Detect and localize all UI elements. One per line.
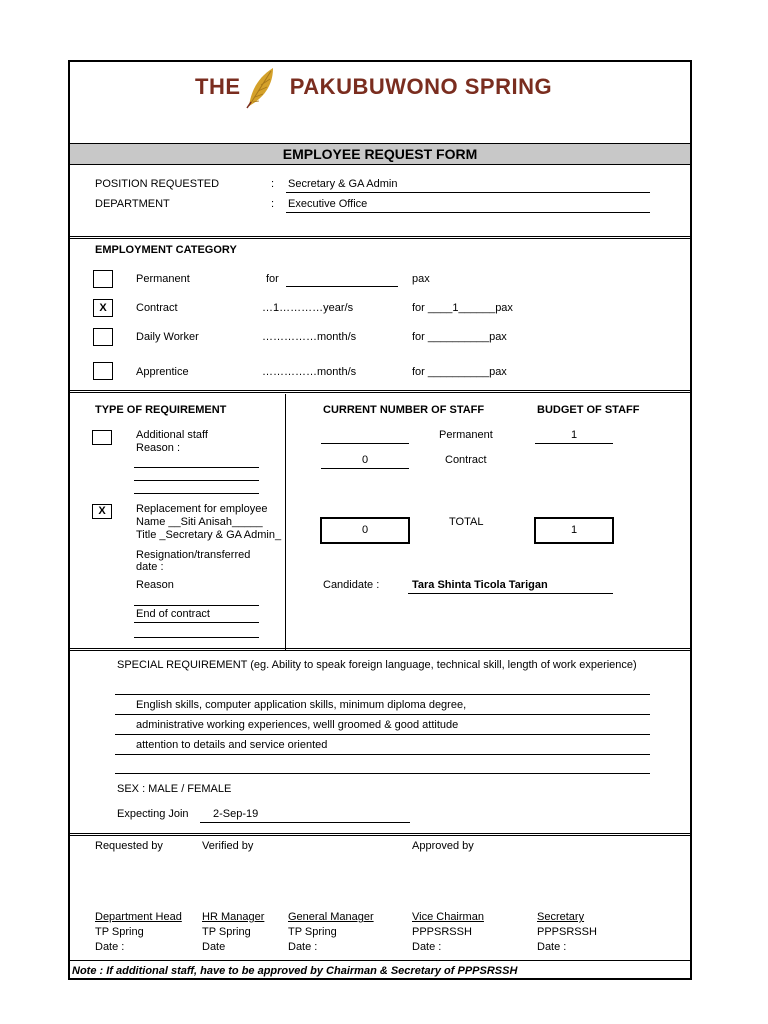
logo-left-text: THE (195, 74, 241, 99)
gold-leaf-icon (243, 64, 279, 110)
daily-worker-label: Daily Worker (136, 331, 199, 343)
title-divider (70, 164, 690, 165)
department-colon: : (271, 198, 275, 210)
apprentice-label: Apprentice (136, 366, 189, 378)
contract-current-value: 0 (361, 454, 369, 466)
expecting-join-label: Expecting Join (117, 808, 189, 820)
permanent-for: for (266, 273, 279, 285)
reason-value-line-3 (134, 637, 259, 638)
signature-title: Department Head (95, 911, 182, 923)
signature-org: PPPSRSSH (412, 926, 472, 938)
staff-permanent-label: Permanent (439, 429, 493, 441)
total-budget-box: 1 (534, 517, 614, 544)
resignation-label-1: Resignation/transferred (136, 549, 251, 561)
reason-value-line-2 (134, 622, 259, 623)
contract-checkbox[interactable]: X (93, 299, 113, 317)
replacement-name: Name __Siti Anisah_____ (136, 516, 263, 528)
total-current-box: 0 (320, 517, 410, 544)
signature-org: TP Spring (95, 926, 144, 938)
permanent-checkbox[interactable] (93, 270, 113, 288)
signature-date: Date : (288, 941, 318, 953)
budget-staff-heading: BUDGET OF STAFF (537, 404, 640, 416)
permanent-pax: pax (412, 273, 430, 285)
permanent-budget-value: 1 (570, 429, 578, 441)
column-divider (285, 394, 286, 650)
signature-date: Date : (95, 941, 125, 953)
total-label: TOTAL (449, 516, 484, 528)
daily-worker-pax: for __________pax (412, 331, 507, 343)
contract-current-underline (321, 468, 409, 469)
signature-org: PPPSRSSH (537, 926, 597, 938)
signature-org: TP Spring (202, 926, 251, 938)
position-label: POSITION REQUESTED (95, 178, 220, 190)
section-divider-4 (70, 833, 690, 836)
replacement-reason-value: End of contract (136, 608, 210, 620)
employment-heading: EMPLOYMENT CATEGORY (95, 244, 237, 256)
department-label: DEPARTMENT (95, 198, 170, 210)
position-underline (286, 192, 650, 193)
requirement-heading: TYPE OF REQUIREMENT (95, 404, 227, 416)
candidate-value: Tara Shinta Ticola Tarigan (412, 579, 548, 591)
note-divider (70, 960, 690, 961)
expecting-join-underline (200, 822, 410, 823)
staff-contract-label: Contract (445, 454, 487, 466)
special-underline-4 (115, 773, 650, 774)
signature-date: Date : (537, 941, 567, 953)
reason-value-topline (134, 605, 259, 606)
requested-by-label: Requested by (95, 840, 163, 852)
reason-line-3 (134, 493, 259, 494)
expecting-join-value: 2-Sep-19 (213, 808, 259, 820)
section-divider-2 (70, 390, 690, 393)
additional-staff-checkbox[interactable] (92, 430, 112, 445)
contract-duration: …1…………year/s (262, 302, 354, 314)
department-value: Executive Office (288, 198, 368, 210)
logo-right-text: PAKUBUWONO SPRING (289, 74, 553, 99)
signature-date: Date (202, 941, 226, 953)
replacement-checkbox[interactable]: X (92, 504, 112, 519)
special-underline-2 (115, 734, 650, 735)
section-divider-1 (70, 236, 690, 239)
additional-reason-label: Reason : (136, 442, 181, 454)
approved-by-label: Approved by (412, 840, 474, 852)
contract-pax: for ____1______pax (412, 302, 513, 314)
apprentice-pax: for __________pax (412, 366, 507, 378)
special-heading: SPECIAL REQUIREMENT (eg. Ability to speak foreign language, technical skill, length of work experience) (117, 659, 637, 671)
resignation-label-2: date : (136, 561, 164, 573)
special-line-0 (115, 694, 650, 695)
signature-title: HR Manager (202, 911, 265, 923)
special-underline-3 (115, 754, 650, 755)
position-colon: : (271, 178, 275, 190)
form-title: EMPLOYEE REQUEST FORM (282, 146, 478, 162)
permanent-current-underline (321, 443, 409, 444)
section-divider-3 (70, 648, 690, 651)
position-value: Secretary & GA Admin (288, 178, 398, 190)
special-line-1: English skills, computer application skills, minimum diploma degree, (136, 699, 467, 711)
daily-worker-checkbox[interactable] (93, 328, 113, 346)
additional-staff-label: Additional staff (136, 429, 208, 441)
department-underline (286, 212, 650, 213)
replacement-reason-label: Reason (136, 579, 174, 591)
permanent-budget-underline (535, 443, 613, 444)
replacement-title: Title _Secretary & GA Admin_ (136, 529, 282, 541)
signature-org: TP Spring (288, 926, 337, 938)
contract-label: Contract (136, 302, 178, 314)
apprentice-duration: ……………month/s (262, 366, 357, 378)
signature-title: General Manager (288, 911, 374, 923)
sex-field: SEX : MALE / FEMALE (117, 783, 232, 795)
special-underline-1 (115, 714, 650, 715)
candidate-label: Candidate : (323, 579, 380, 591)
special-line-3: attention to details and service oriented (136, 739, 328, 751)
verified-by-label: Verified by (202, 840, 254, 852)
signature-title: Secretary (537, 911, 585, 923)
permanent-pax-underline (286, 286, 398, 287)
permanent-label: Permanent (136, 273, 190, 285)
signature-date: Date : (412, 941, 442, 953)
current-staff-heading: CURRENT NUMBER OF STAFF (323, 404, 485, 416)
apprentice-checkbox[interactable] (93, 362, 113, 380)
candidate-underline (408, 593, 613, 594)
daily-worker-duration: ……………month/s (262, 331, 357, 343)
signature-title: Vice Chairman (412, 911, 484, 923)
reason-line-1 (134, 467, 259, 468)
replacement-label: Replacement for employee (136, 503, 268, 515)
reason-line-2 (134, 480, 259, 481)
special-line-2: administrative working experiences, welll groomed & good attitude (136, 719, 459, 731)
footer-note: Note : If additional staff, have to be approved by Chairman & Secretary of PPPSRSSH (72, 965, 518, 977)
